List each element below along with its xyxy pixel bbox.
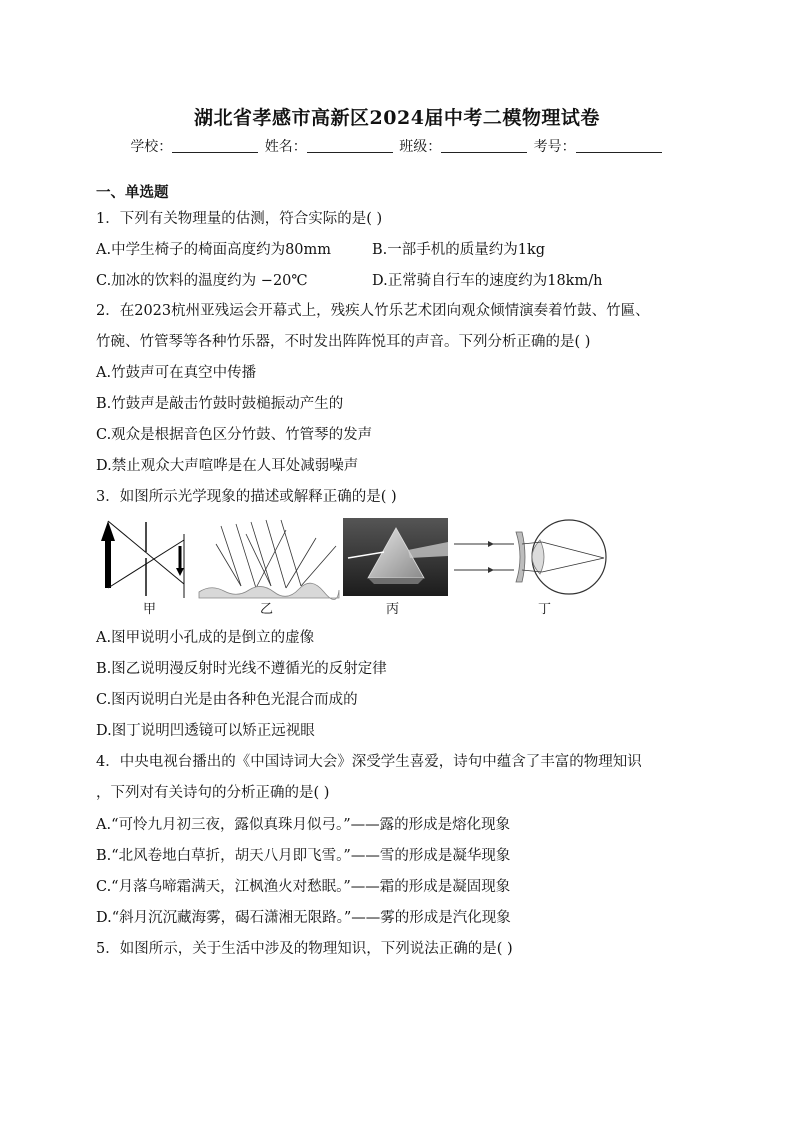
name-blank[interactable] <box>307 138 393 153</box>
class-label: 班级： <box>399 139 442 155</box>
q4-option-a: A.“可怜九月初三夜，露似真珠月似弓。”——露的形成是熔化现象 <box>96 817 511 833</box>
q4-stem-line1: 4．中央电视台播出的《中国诗词大会》深受学生喜爱，诗句中蕴含了丰富的物理知识 <box>96 754 642 770</box>
q1-option-c: C.加冰的饮料的温度约为 −20℃ <box>96 273 308 289</box>
q1-option-b: B.一部手机的质量约为1kg <box>372 242 546 258</box>
q4-stem-line2: ，下列对有关诗句的分析正确的是( ) <box>96 785 330 801</box>
q2-option-a: A.竹鼓声可在真空中传播 <box>96 365 257 381</box>
fig-label-jia: 甲 <box>143 602 157 617</box>
q1-stem: 1．下列有关物理量的估测，符合实际的是( ) <box>96 211 383 227</box>
figure-bing-prism <box>343 518 448 596</box>
figure-yi-diffuse-reflection <box>199 520 339 600</box>
q2-option-d: D.禁止观众大声喧哗是在人耳处减弱噪声 <box>96 458 359 474</box>
school-blank[interactable] <box>172 138 258 153</box>
class-blank[interactable] <box>441 138 527 153</box>
q4-option-d: D.“斜月沉沉藏海雾，碣石潇湘无限路。”——雾的形成是汽化现象 <box>96 910 511 926</box>
q2-stem-line1: 2．在2023杭州亚残运会开幕式上，残疾人竹乐艺术团向观众倾情演奏着竹鼓、竹匾、 <box>96 303 650 319</box>
q3-stem: 3．如图所示光学现象的描述或解释正确的是( ) <box>96 489 397 505</box>
page-title: 湖北省孝感市高新区2024届中考二模物理试卷 <box>194 107 600 129</box>
name-label: 姓名： <box>264 139 307 155</box>
fig-label-ding: 丁 <box>538 602 552 617</box>
q2-stem-line2: 竹碗、竹管琴等各种竹乐器，不时发出阵阵悦耳的声音。下列分析正确的是( ) <box>96 334 591 350</box>
q3-option-c: C.图丙说明白光是由各种色光混合而成的 <box>96 692 358 708</box>
q3-option-d: D.图丁说明凹透镜可以矫正远视眼 <box>96 723 315 739</box>
q2-option-c: C.观众是根据音色区分竹鼓、竹管琴的发声 <box>96 427 373 443</box>
number-label: 考号： <box>533 139 576 155</box>
fig-label-bing: 丙 <box>386 602 400 617</box>
q1-option-a: A.中学生椅子的椅面高度约为80mm <box>96 242 332 258</box>
q5-stem: 5．如图所示，关于生活中涉及的物理知识，下列说法正确的是( ) <box>96 941 513 957</box>
q1-option-d: D.正常骑自行车的速度约为18km/h <box>372 273 603 289</box>
number-blank[interactable] <box>576 138 662 153</box>
q3-option-b: B.图乙说明漫反射时光线不遵循光的反射定律 <box>96 661 387 677</box>
student-info-line <box>0 136 794 156</box>
school-label: 学校： <box>130 139 173 155</box>
q4-option-b: B.“北风卷地白草折，胡天八月即飞雪。”——雪的形成是凝华现象 <box>96 848 511 864</box>
q4-option-c: C.“月落乌啼霜满天，江枫渔火对愁眠。”——霜的形成是凝固现象 <box>96 879 511 895</box>
figure-jia-pinhole <box>101 521 184 598</box>
q3-option-a: A.图甲说明小孔成的是倒立的虚像 <box>96 630 315 646</box>
figure-ding-eye-lens <box>454 520 606 594</box>
q2-option-b: B.竹鼓声是敲击竹鼓时鼓槌振动产生的 <box>96 396 344 412</box>
fig-label-yi: 乙 <box>260 602 274 617</box>
section-heading: 一、单选题 <box>96 185 169 201</box>
